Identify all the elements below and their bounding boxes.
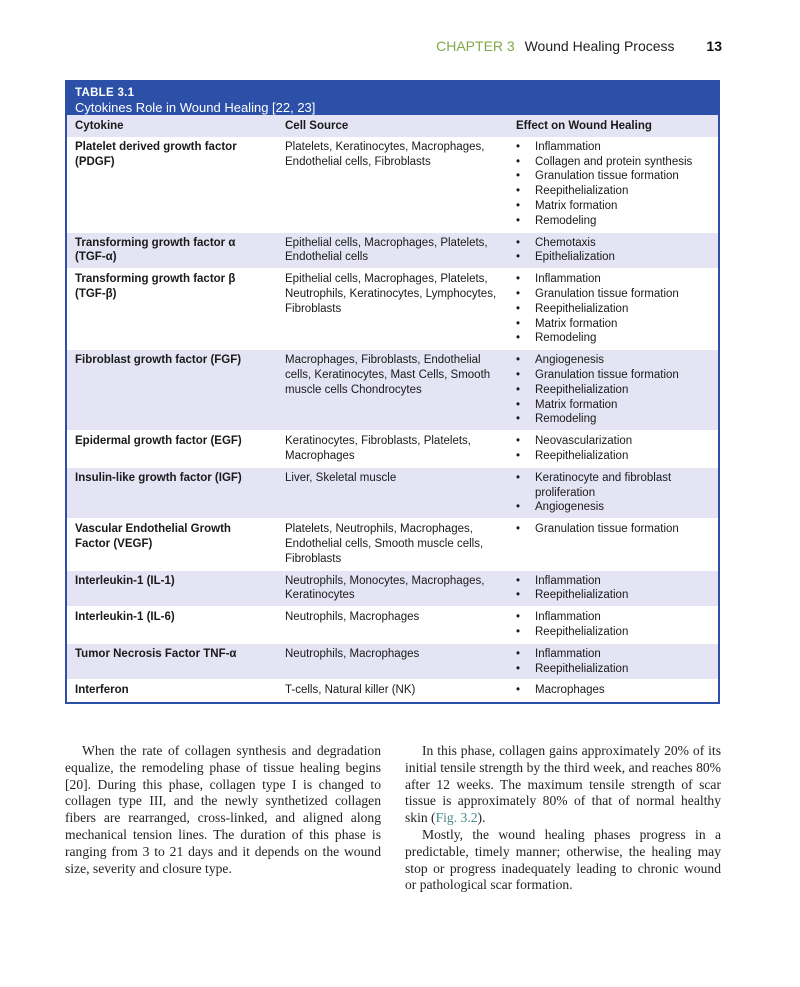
effect-list-item: • Matrix formation [516,199,710,214]
table-caption: Cytokines Role in Wound Healing [22, 23] [75,100,316,115]
body-column-left [65,743,381,877]
effect-list-item: • Granulation tissue formation [516,169,710,184]
effect-list [516,683,710,698]
effect-list-item: • Reepithelialization [516,302,710,317]
table-grid [67,115,718,702]
paragraph: Mostly, the wound healing phases progress in a predictable, timely manner; otherwise, the healing may stop or progress inadequately leading to chronic wound or pathological scar formation. [405,826,721,893]
cytokine-cell: Vascular Endothelial Growth Factor (VEGF) [75,523,231,550]
effect-cell [508,643,718,680]
effect-list-item: • Collagen and protein synthesis [516,155,710,170]
effect-list-item: • Reepithelialization [516,184,710,199]
paragraph: When the rate of collagen synthesis and degradation equalize, the remodeling phase of tissue healing begins [20]. During this phase, collagen type I is changed to collagen type III, and the newly synthetized collagen fibers are rearranged, cross-linked, and aligned along mechanical tension lines. The duration of this phase is ranging from 3 to 21 days and it depends on the wound size, severity and closure type. [65,743,381,876]
effect-cell [508,431,718,468]
effect-list-item: • Reepithelialization [516,625,710,640]
cytokine-cell: Insulin-like growth factor (IGF) [75,471,242,484]
section-title: Wound Healing Process [524,38,675,54]
column-header-effect: Effect on Wound Healing [508,115,718,137]
cytokine-cell: Fibroblast growth factor (FGF) [75,354,242,367]
effect-list-item: • Keratinocyte and fibroblast proliferation [516,471,710,501]
cytokine-cell: Tumor Necrosis Factor TNF-α [75,647,237,660]
cell-source-cell: Liver, Skeletal muscle [285,471,397,484]
table-row [67,680,718,702]
effect-list-item: • Matrix formation [516,398,710,413]
table-row [67,137,718,232]
effect-list-item: • Neovascularization [516,434,710,449]
cytokine-cell: Transforming growth factor β (TGF-β) [75,273,236,300]
effect-list [516,610,710,640]
effect-list [516,434,710,464]
effect-list-item: • Inflammation [516,610,710,625]
effect-list-item: • Reepithelialization [516,383,710,398]
cell-source-cell: Neutrophils, Monocytes, Macrophages, Keratinocytes [285,574,485,602]
effect-list-item: • Inflammation [516,647,710,662]
table-row [67,269,718,350]
table-row [67,431,718,468]
effect-list-item: • Remodeling [516,214,710,229]
cell-source-cell: T-cells, Natural killer (NK) [285,684,416,697]
effect-list [516,353,710,427]
effect-list-item: • Epithelialization [516,250,710,265]
cell-source-cell: Keratinocytes, Fibroblasts, Platelets, Macrophages [285,435,471,462]
table-row [67,643,718,680]
table-row [67,467,718,518]
cell-source-cell: Epithelial cells, Macrophages, Platelets, Neutrophils, Keratinocytes, Lymphocytes, Fibroblasts [285,273,497,315]
effect-list-item: • Angiogenesis [516,500,710,515]
effect-list [516,647,710,677]
effect-list-item: • Inflammation [516,574,710,589]
cell-source-cell: Macrophages, Fibroblasts, Endothelial cells, Keratinocytes, Mast Cells, Smooth muscle cells Chondrocytes [285,354,491,396]
cytokine-cell: Transforming growth factor α (TGF-α) [75,236,236,264]
effect-cell [508,570,718,607]
effect-list-item: • Macrophages [516,683,710,698]
paragraph [405,743,721,827]
effect-cell [508,680,718,702]
cytokine-cell: Interleukin-1 (IL-1) [75,574,175,587]
column-header-cytokine: Cytokine [67,115,277,137]
cytokine-cell: Epidermal growth factor (EGF) [75,435,242,448]
effect-list-item: • Reepithelialization [516,588,710,603]
cytokine-cell: Interferon [75,684,129,697]
effect-list-item: • Remodeling [516,412,710,427]
cytokines-table [65,80,720,704]
cell-source-cell: Platelets, Neutrophils, Macrophages, Endothelial cells, Smooth muscle cells, Fibroblasts [285,523,484,565]
table-row [67,350,718,431]
table-row [67,607,718,644]
effect-list-item: • Inflammation [516,140,710,155]
column-header-cell-source: Cell Source [277,115,508,137]
effect-cell [508,137,718,232]
table-row [67,519,718,570]
effect-list [516,471,710,515]
table-header-row [67,115,718,137]
table-row [67,232,718,269]
body-column-right [405,743,721,894]
effect-list-item: • Remodeling [516,331,710,346]
chapter-label: CHAPTER 3 [436,38,515,54]
effect-list-item: • Granulation tissue formation [516,368,710,383]
table-body [67,137,718,702]
table-title-bar [67,82,718,115]
paragraph-text-end: ). [477,810,486,826]
effect-cell [508,607,718,644]
cytokine-cell: Interleukin-1 (IL-6) [75,611,175,624]
effect-list-item: • Granulation tissue formation [516,287,710,302]
effect-cell [508,269,718,350]
table-row [67,570,718,607]
cell-source-cell: Epithelial cells, Macrophages, Platelets, Endothelial cells [285,236,488,264]
effect-list [516,574,710,604]
effect-list [516,272,710,346]
effect-list-item: • Angiogenesis [516,353,710,368]
effect-list [516,140,710,229]
effect-cell [508,519,718,570]
effect-list [516,236,710,266]
cytokine-cell: Platelet derived growth factor (PDGF) [75,140,237,168]
running-header [0,38,722,54]
effect-list-item: • Chemotaxis [516,236,710,251]
effect-cell [508,467,718,518]
effect-list-item: • Reepithelialization [516,662,710,677]
effect-cell [508,232,718,269]
effect-list-item: • Granulation tissue formation [516,522,710,537]
cell-source-cell: Neutrophils, Macrophages [285,611,420,624]
effect-list [516,522,710,537]
effect-list-item: • Matrix formation [516,317,710,332]
page-number: 13 [706,38,722,54]
table-label: TABLE 3.1 [75,87,135,99]
cell-source-cell: Neutrophils, Macrophages [285,647,420,660]
effect-cell [508,350,718,431]
figure-reference-link[interactable]: Fig. 3.2 [435,810,478,826]
paragraph-text: In this phase, collagen gains approximately 20% of its initial tensile strength by the third week, and reaches 80% after 12 weeks. The maximum tensile strength of scar tissue is approximately 80% of that of normal healthy skin ( [405,743,721,826]
effect-list-item: • Reepithelialization [516,449,710,464]
cell-source-cell: Platelets, Keratinocytes, Macrophages, Endothelial cells, Fibroblasts [285,140,485,168]
effect-list-item: • Inflammation [516,272,710,287]
